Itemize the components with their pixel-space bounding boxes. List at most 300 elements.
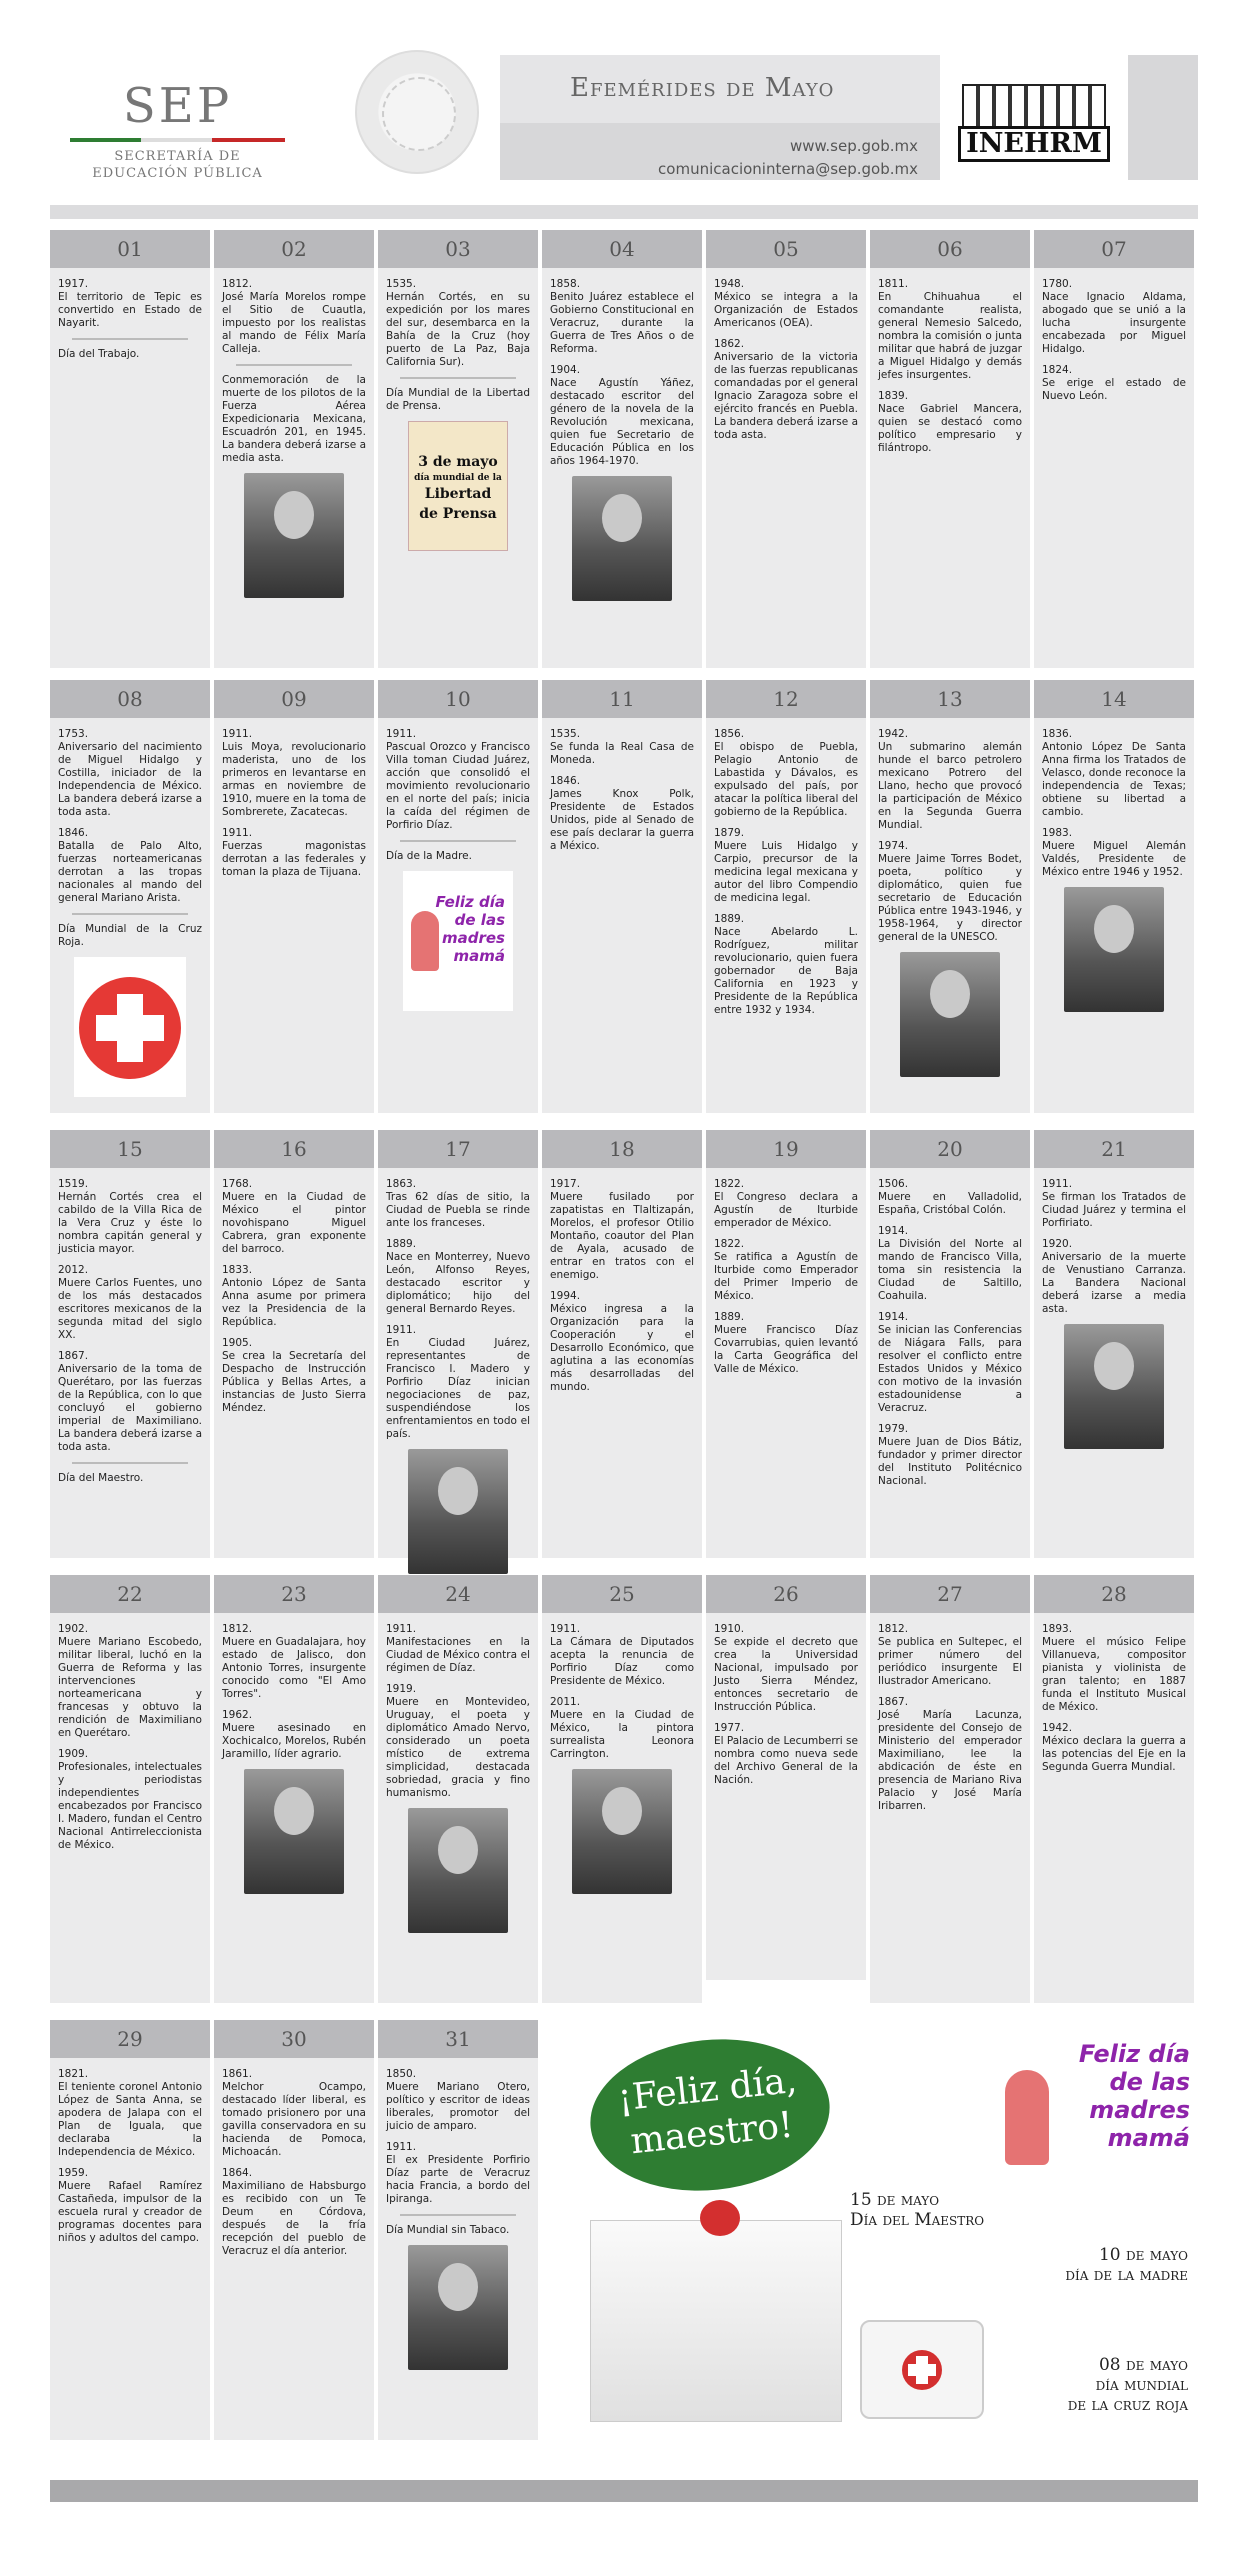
event-text: Se expide el decreto que crea la Universidad Nacional, impulsado por Justo Sierra Méndez, entonces secretario de Instrucción Pública. bbox=[714, 1636, 858, 1713]
event-year: 1994. bbox=[550, 1290, 581, 1302]
event-text: Se ratifica a Agustín de Iturbide como Emperador del Primer Imperio de México. bbox=[714, 1251, 858, 1302]
day-content bbox=[214, 268, 374, 598]
event-text: México se integra a la Organización de Estados Americanos (OEA). bbox=[714, 291, 858, 329]
event-year: 1911. bbox=[1042, 1178, 1073, 1190]
event-entry bbox=[714, 1238, 858, 1303]
madre-date: 10 de mayo bbox=[1098, 2245, 1188, 2265]
observance-text: Día de la Madre. bbox=[386, 850, 472, 862]
observance-text: Día Mundial de la Libertad de Prensa. bbox=[386, 387, 530, 412]
event-entry bbox=[714, 278, 858, 330]
portrait-photo bbox=[408, 1449, 508, 1574]
day-content bbox=[542, 1168, 702, 1394]
day-number: 29 bbox=[50, 2020, 210, 2058]
mama-line: mamá bbox=[453, 947, 505, 965]
event-entry bbox=[550, 728, 694, 767]
event-year: 1911. bbox=[386, 728, 417, 740]
day-number: 04 bbox=[542, 230, 702, 268]
event-text: El territorio de Tepic es convertido en Estado de Nayarit. bbox=[58, 291, 202, 329]
day-number: 18 bbox=[542, 1130, 702, 1168]
event-entry bbox=[58, 1264, 202, 1342]
event-year: 1535. bbox=[386, 278, 417, 290]
header bbox=[0, 0, 1241, 200]
event-year: 1983. bbox=[1042, 827, 1073, 839]
event-year: 1902. bbox=[58, 1623, 89, 1635]
maestro-label: Día del Maestro bbox=[850, 2210, 985, 2230]
day-cell-13 bbox=[870, 680, 1030, 1113]
event-entry bbox=[714, 728, 858, 819]
event-entry bbox=[1042, 364, 1186, 403]
day-number: 07 bbox=[1034, 230, 1194, 268]
event-entry bbox=[58, 278, 202, 330]
observance-text: Conmemoración de la muerte de los pilotos de la Fuerza Aérea Expedicionaria Mexicana, Escuadrón 201, en 1945. La bandera deberá izarse a media asta. bbox=[222, 374, 366, 464]
event-year: 1824. bbox=[1042, 364, 1073, 376]
event-entry bbox=[58, 1748, 202, 1852]
event-entry bbox=[714, 913, 858, 1017]
event-text: Se firman los Tratados de Ciudad Juárez y termina el Porfiriato. bbox=[1042, 1191, 1186, 1229]
day-number: 15 bbox=[50, 1130, 210, 1168]
event-year: 1914. bbox=[878, 1225, 909, 1237]
day-number: 28 bbox=[1034, 1575, 1194, 1613]
event-text: Nace Agustín Yáñez, destacado escritor del género de la novela de la Revolución mexicana, quien fue Secretario de Educación Pública en los años 1964-1970. bbox=[550, 377, 694, 467]
divider-line bbox=[400, 840, 516, 842]
day-cell-30 bbox=[214, 2020, 374, 2440]
day-content bbox=[378, 718, 538, 1011]
event-entry bbox=[222, 2068, 366, 2159]
page-title: Efemérides de Mayo bbox=[570, 73, 835, 103]
event-entry bbox=[58, 1623, 202, 1740]
event-entry bbox=[58, 827, 202, 905]
event-entry bbox=[878, 1311, 1022, 1415]
event-year: 1889. bbox=[386, 1238, 417, 1250]
event-entry bbox=[550, 278, 694, 356]
event-entry bbox=[550, 364, 694, 468]
event-year: 1506. bbox=[878, 1178, 909, 1190]
poster-line: día mundial de la bbox=[414, 473, 502, 483]
day-cell-22 bbox=[50, 1575, 210, 2003]
cruz-date: 08 de mayo bbox=[1098, 2355, 1188, 2375]
event-entry bbox=[386, 1178, 530, 1230]
day-content bbox=[542, 1613, 702, 1894]
observance-text: Día del Trabajo. bbox=[58, 348, 140, 360]
event-year: 1910. bbox=[714, 1623, 745, 1635]
event-text: Muere el músico Felipe Villanueva, compositor pianista y violinista de gran talento; en 1887 funda el Instituto Musical de México. bbox=[1042, 1636, 1186, 1713]
day-cell-03 bbox=[378, 230, 538, 668]
national-seal-icon bbox=[355, 50, 479, 174]
title-band bbox=[500, 55, 940, 180]
day-content bbox=[214, 1168, 374, 1415]
event-entry bbox=[1042, 827, 1186, 879]
day-number: 02 bbox=[214, 230, 374, 268]
event-entry bbox=[878, 278, 1022, 382]
portrait-photo bbox=[900, 952, 1000, 1077]
event-year: 1919. bbox=[386, 1683, 417, 1695]
event-year: 1856. bbox=[714, 728, 745, 740]
day-cell-14 bbox=[1034, 680, 1194, 1113]
event-text: En Chihuahua el comandante realista, general Nemesio Salcedo, nombra la comisión o junta militar que habrá de juzgar a Miguel Hidalgo y demás jefes insurgentes. bbox=[878, 291, 1022, 381]
event-text: Nace Abelardo L. Rodríguez, militar revolucionario, quien fuera gobernador de Baja California en 1923 y Presidente de la República entre 1932 y 1934. bbox=[714, 926, 858, 1016]
day-content bbox=[706, 1613, 866, 1787]
event-year: 1780. bbox=[1042, 278, 1073, 290]
event-year: 1911. bbox=[386, 2141, 417, 2153]
observance-text: Día Mundial sin Tabaco. bbox=[386, 2224, 510, 2236]
event-entry bbox=[222, 2167, 366, 2258]
event-year: 1911. bbox=[386, 1623, 417, 1635]
day-cell-26 bbox=[706, 1575, 866, 1980]
header-accent bbox=[1128, 55, 1198, 180]
mama-line-4: mamá bbox=[1107, 2124, 1190, 2152]
day-content bbox=[706, 1168, 866, 1376]
email-link[interactable]: comunicacioninterna@sep.gob.mx bbox=[658, 160, 918, 178]
day-content bbox=[378, 1613, 538, 1933]
day-number: 05 bbox=[706, 230, 866, 268]
event-year: 1911. bbox=[550, 1623, 581, 1635]
event-entry bbox=[1042, 278, 1186, 356]
day-cell-31 bbox=[378, 2020, 538, 2440]
event-entry bbox=[878, 1623, 1022, 1688]
day-content bbox=[870, 718, 1030, 1077]
day-number: 17 bbox=[378, 1130, 538, 1168]
day-content bbox=[542, 268, 702, 601]
day-number: 08 bbox=[50, 680, 210, 718]
day-content bbox=[214, 1613, 374, 1894]
day-number: 01 bbox=[50, 230, 210, 268]
event-entry bbox=[222, 1264, 366, 1329]
event-text: Aniversario de la muerte de Venustiano Carranza. La Bandera Nacional deberá izarse a media asta. bbox=[1042, 1251, 1186, 1315]
divider-line bbox=[72, 1462, 188, 1464]
day-number: 16 bbox=[214, 1130, 374, 1168]
day-cell-04 bbox=[542, 230, 702, 668]
event-entry bbox=[386, 1324, 530, 1441]
day-cell-11 bbox=[542, 680, 702, 1113]
event-text: Hernán Cortés, en su expedición por los mares del sur, desembarca en la Bahía de la Cruz (hoy puerto de La Paz, Baja California Sur). bbox=[386, 291, 530, 368]
sep-subtitle-2: EDUCACIÓN PÚBLICA bbox=[92, 166, 263, 181]
day-content bbox=[870, 268, 1030, 455]
event-text: Antonio López de Santa Anna asume por primera vez la Presidencia de la República. bbox=[222, 1277, 366, 1328]
event-year: 1846. bbox=[58, 827, 89, 839]
event-year: 1914. bbox=[878, 1311, 909, 1323]
inehrm-logo bbox=[958, 84, 1110, 164]
observance-text: Día del Maestro. bbox=[58, 1472, 144, 1484]
event-text: Pascual Orozco y Francisco Villa toman Ciudad Juárez, acción que consolidó el movimiento revolucionario en el norte del país; inicia la caída del régimen de Porfirio Díaz. bbox=[386, 741, 530, 831]
event-year: 1893. bbox=[1042, 1623, 1073, 1635]
day-number: 03 bbox=[378, 230, 538, 268]
event-entry bbox=[386, 1238, 530, 1316]
day-content bbox=[378, 2058, 538, 2370]
mama-line-1: Feliz día bbox=[1078, 2040, 1190, 2068]
event-entry bbox=[222, 1178, 366, 1256]
event-year: 1959. bbox=[58, 2167, 89, 2179]
day-content bbox=[1034, 1168, 1194, 1449]
event-text: Antonio López De Santa Anna firma los Tratados de Velasco, donde reconoce la independencia de Texas; obtiene su libertad a cambio. bbox=[1042, 741, 1186, 818]
event-text: Muere Jaime Torres Bodet, poeta, político y diplomático, quien fue secretario de Educación Pública entre 1943-1946, y 1958-1964, y director general de la UNESCO. bbox=[878, 853, 1022, 943]
day-content bbox=[870, 1168, 1030, 1488]
day-number: 14 bbox=[1034, 680, 1194, 718]
mama-line-2: de las bbox=[1109, 2068, 1190, 2096]
event-year: 1812. bbox=[222, 1623, 253, 1635]
maestro-date: 15 de mayo bbox=[850, 2190, 940, 2210]
day-number: 25 bbox=[542, 1575, 702, 1613]
event-year: 1811. bbox=[878, 278, 909, 290]
day-number: 27 bbox=[870, 1575, 1030, 1613]
event-text: En Ciudad Juárez, representantes de Francisco I. Madero y Porfirio Díaz inician negociaciones de paz, suspendiéndose los enfrentamientos en todo el país. bbox=[386, 1337, 530, 1440]
event-year: 1821. bbox=[58, 2068, 89, 2080]
observance-text: Día Mundial de la Cruz Roja. bbox=[58, 923, 202, 948]
event-entry bbox=[1042, 1623, 1186, 1714]
event-year: 1836. bbox=[1042, 728, 1073, 740]
event-entry bbox=[714, 1722, 858, 1787]
day-number: 26 bbox=[706, 1575, 866, 1613]
day-cell-01 bbox=[50, 230, 210, 668]
event-text: Maximiliano de Habsburgo es recibido con un Te Deum en Córdova, después de la fría recepción del pueblo de Veracruz el día anterior. bbox=[222, 2180, 366, 2257]
inehrm-label: INEHRM bbox=[958, 126, 1110, 162]
event-year: 1920. bbox=[1042, 1238, 1073, 1250]
day-cell-15 bbox=[50, 1130, 210, 1558]
event-entry bbox=[550, 1623, 694, 1688]
event-year: 1911. bbox=[222, 827, 253, 839]
event-entry bbox=[1042, 1238, 1186, 1316]
sep-logo bbox=[60, 80, 295, 182]
day-content bbox=[1034, 1613, 1194, 1774]
day-cell-02 bbox=[214, 230, 374, 668]
cruz-label-2: de la cruz roja bbox=[1067, 2395, 1188, 2415]
day-number: 22 bbox=[50, 1575, 210, 1613]
event-text: México ingresa a la Organización para la Cooperación y el Desarrollo Económico, que aglutina a las economías más desarrolladas del mundo. bbox=[550, 1303, 694, 1393]
event-entry bbox=[386, 1683, 530, 1800]
day-content bbox=[706, 268, 866, 442]
day-cell-16 bbox=[214, 1130, 374, 1558]
day-content bbox=[378, 268, 538, 551]
divider-line bbox=[72, 338, 188, 340]
day-number: 10 bbox=[378, 680, 538, 718]
event-year: 1909. bbox=[58, 1748, 89, 1760]
event-text: Benito Juárez establece el Gobierno Constitucional en Veracruz, durante la Guerra de Tres Años o de Reforma. bbox=[550, 291, 694, 355]
event-text: Muere asesinado en Xochicalco, Morelos, Rubén Jaramillo, líder agrario. bbox=[222, 1722, 366, 1760]
event-text: Hernán Cortés crea el cabildo de la Villa Rica de la Vera Cruz y éste lo nombra capitán general y justicia mayor. bbox=[58, 1191, 202, 1255]
day-content bbox=[50, 2058, 210, 2245]
header-divider bbox=[50, 205, 1198, 219]
day-number: 12 bbox=[706, 680, 866, 718]
event-year: 1867. bbox=[58, 1350, 89, 1362]
event-text: La División del Norte al mando de Francisco Villa, toma sin resistencia la Ciudad de Saltillo, Coahuila. bbox=[878, 1238, 1022, 1302]
event-text: Nace Ignacio Aldama, abogado que se unió a la lucha insurgente encabezada por Miguel Hidalgo. bbox=[1042, 291, 1186, 355]
day-content bbox=[50, 268, 210, 361]
day-number: 23 bbox=[214, 1575, 374, 1613]
maestro-caption bbox=[850, 2190, 984, 2230]
event-entry bbox=[878, 1696, 1022, 1813]
event-text: Muere Mariano Otero, político y escritor de ideas liberales, promotor del juicio de amparo. bbox=[386, 2081, 530, 2132]
day-cell-24 bbox=[378, 1575, 538, 2003]
sep-subtitle-1: SECRETARÍA DE bbox=[114, 149, 241, 164]
event-year: 1904. bbox=[550, 364, 581, 376]
event-text: Luis Moya, revolucionario maderista, uno de los primeros en levantarse en armas en noviembre de 1910, muere en la toma de Sombrerete, Zacatecas. bbox=[222, 741, 366, 818]
mama-line: de las bbox=[454, 911, 505, 929]
event-entry bbox=[878, 840, 1022, 944]
day-content bbox=[214, 718, 374, 879]
event-entry bbox=[386, 278, 530, 369]
event-entry bbox=[550, 1290, 694, 1394]
event-year: 1858. bbox=[550, 278, 581, 290]
bubble-line-2: maestro! bbox=[628, 2104, 796, 2163]
day-cell-20 bbox=[870, 1130, 1030, 1558]
event-text: Muere Francisco Díaz Covarrubias, quien levantó la Carta Geográfica del Valle de México. bbox=[714, 1324, 858, 1375]
divider-line bbox=[72, 913, 188, 915]
event-year: 1977. bbox=[714, 1722, 745, 1734]
madre-label: día de la madre bbox=[1065, 2265, 1188, 2285]
day-content bbox=[50, 718, 210, 1097]
event-entry bbox=[714, 1311, 858, 1376]
website-link[interactable]: www.sep.gob.mx bbox=[789, 137, 918, 155]
day-number: 19 bbox=[706, 1130, 866, 1168]
event-entry bbox=[58, 1178, 202, 1256]
day-cell-07 bbox=[1034, 230, 1194, 668]
portrait-photo bbox=[408, 1808, 508, 1933]
promo-panel bbox=[560, 2020, 1198, 2460]
event-year: 1519. bbox=[58, 1178, 89, 1190]
event-entry bbox=[222, 728, 366, 819]
mama-line: Feliz día bbox=[435, 893, 505, 911]
event-text: Aniversario del nacimiento de Miguel Hidalgo y Costilla, iniciador de la Independencia de México. La bandera deberá izarse a toda asta. bbox=[58, 741, 202, 818]
event-text: El obispo de Puebla, Pelagio Antonio de Labastida y Dávalos, es expulsado del país, por atacar la política liberal del gobierno de la República. bbox=[714, 741, 858, 818]
day-cell-28 bbox=[1034, 1575, 1194, 2003]
event-year: 1753. bbox=[58, 728, 89, 740]
day-number: 20 bbox=[870, 1130, 1030, 1168]
event-entry bbox=[878, 390, 1022, 455]
event-entry bbox=[386, 2141, 530, 2206]
day-content bbox=[542, 718, 702, 853]
day-cell-29 bbox=[50, 2020, 210, 2440]
day-cell-09 bbox=[214, 680, 374, 1113]
event-year: 1979. bbox=[878, 1423, 909, 1435]
event-entry bbox=[714, 1178, 858, 1230]
event-entry bbox=[222, 1337, 366, 1415]
event-year: 1768. bbox=[222, 1178, 253, 1190]
event-year: 1905. bbox=[222, 1337, 253, 1349]
event-year: 1822. bbox=[714, 1178, 745, 1190]
event-text: Fuerzas magonistas derrotan a las federales y toman la plaza de Tijuana. bbox=[222, 840, 366, 878]
event-text: El ex Presidente Porfirio Díaz parte de Veracruz hacia Francia, a bordo del Ipiranga. bbox=[386, 2154, 530, 2205]
event-year: 1863. bbox=[386, 1178, 417, 1190]
cruz-label-1: día mundial bbox=[1095, 2375, 1188, 2395]
event-year: 1812. bbox=[878, 1623, 909, 1635]
event-entry bbox=[878, 1423, 1022, 1488]
contact-info bbox=[658, 135, 918, 181]
event-entry bbox=[550, 1178, 694, 1282]
poster-line: Libertad bbox=[424, 486, 492, 502]
event-text: Nace en Monterrey, Nuevo León, Alfonso Reyes, destacado escritor y diplomático; hijo del general Bernardo Reyes. bbox=[386, 1251, 530, 1315]
day-cell-25 bbox=[542, 1575, 702, 2003]
event-entry bbox=[386, 1623, 530, 1675]
event-entry bbox=[58, 2167, 202, 2245]
event-text: Se publica en Sultepec, el primer número del periódico insurgente El Ilustrador Americano. bbox=[878, 1636, 1022, 1687]
event-text: Muere Luis Hidalgo y Carpio, precursor de la medicina legal mexicana y autor del libro Compendio de medicina legal. bbox=[714, 840, 858, 904]
event-text: Muere Juan de Dios Bátiz, fundador y primer director del Instituto Politécnico Nacional. bbox=[878, 1436, 1022, 1487]
event-text: Muere Mariano Escobedo, militar liberal, luchó en la Guerra de Reforma y las intervenciones norteamericana y francesas y obtuvo la rendición de Maximiliano en Querétaro. bbox=[58, 1636, 202, 1739]
book-icon bbox=[590, 2220, 842, 2422]
event-text: El Congreso declara a Agustín de Iturbide emperador de México. bbox=[714, 1191, 858, 1229]
event-year: 1879. bbox=[714, 827, 745, 839]
event-entry bbox=[714, 827, 858, 905]
day-cell-23 bbox=[214, 1575, 374, 2003]
day-content bbox=[706, 718, 866, 1017]
event-entry bbox=[1042, 728, 1186, 819]
sep-wordmark: SEP bbox=[122, 78, 233, 134]
cruz-caption bbox=[1068, 2355, 1188, 2415]
event-text: El Palacio de Lecumberri se nombra como nueva sede del Archivo General de la Nación. bbox=[714, 1735, 858, 1786]
day-number: 21 bbox=[1034, 1130, 1194, 1168]
day-cell-12 bbox=[706, 680, 866, 1113]
event-year: 1942. bbox=[1042, 1722, 1073, 1734]
day-number: 11 bbox=[542, 680, 702, 718]
day-number: 13 bbox=[870, 680, 1030, 718]
event-year: 1862. bbox=[714, 338, 745, 350]
event-year: 1833. bbox=[222, 1264, 253, 1276]
event-text: Muere en Montevideo, Uruguay, el poeta y diplomático Amado Nervo, considerado un poeta místico de extrema simplicidad, destacada sobriedad, gracia y fino humanismo. bbox=[386, 1696, 530, 1799]
event-text: Se crea la Secretaría del Despacho de Instrucción Pública y Bellas Artes, a instancias de Justo Sierra Méndez. bbox=[222, 1350, 366, 1414]
libertad-prensa-poster bbox=[408, 421, 508, 551]
event-year: 1839. bbox=[878, 390, 909, 402]
mama-card-small bbox=[403, 871, 513, 1011]
poster-line: 3 de mayo bbox=[418, 454, 498, 470]
girl-icon bbox=[411, 911, 439, 971]
sep-flag-bar bbox=[70, 138, 285, 142]
event-text: Aniversario de la victoria de las fuerzas republicanas comandadas por el general Ignacio Zaragoza sobre el ejército francés en Puebla. La bandera deberá izarse a toda asta. bbox=[714, 351, 858, 441]
event-year: 1962. bbox=[222, 1709, 253, 1721]
event-entry bbox=[714, 338, 858, 442]
red-cross-icon bbox=[74, 957, 186, 1097]
event-year: 1846. bbox=[550, 775, 581, 787]
event-entry bbox=[58, 728, 202, 819]
event-text: Tras 62 días de sitio, la Ciudad de Puebla se rinde ante los franceses. bbox=[386, 1191, 530, 1229]
feliz-dia-maestro-bubble bbox=[583, 2028, 837, 2202]
event-entry bbox=[550, 775, 694, 853]
event-text: La Cámara de Diputados acepta la renuncia de Porfirio Díaz como Presidente de México. bbox=[550, 1636, 694, 1687]
event-entry bbox=[386, 2068, 530, 2133]
portrait-photo bbox=[1064, 1324, 1164, 1449]
day-cell-06 bbox=[870, 230, 1030, 668]
day-content bbox=[1034, 268, 1194, 403]
bubble-line-1: ¡Feliz día, bbox=[615, 2059, 799, 2120]
event-year: 1861. bbox=[222, 2068, 253, 2080]
event-year: 1864. bbox=[222, 2167, 253, 2179]
day-cell-17 bbox=[378, 1130, 538, 1558]
mama-line-3: madres bbox=[1089, 2096, 1190, 2124]
event-year: 1867. bbox=[878, 1696, 909, 1708]
portrait-photo bbox=[1064, 887, 1164, 1012]
event-year: 1942. bbox=[878, 728, 909, 740]
event-year: 2012. bbox=[58, 1264, 89, 1276]
event-text: James Knox Polk, Presidente de Estados Unidos, pide al Senado de ese país declarar la guerra a México. bbox=[550, 788, 694, 852]
event-entry bbox=[878, 1225, 1022, 1303]
divider-line bbox=[400, 377, 516, 379]
event-year: 1822. bbox=[714, 1238, 745, 1250]
day-cell-21 bbox=[1034, 1130, 1194, 1558]
event-entry bbox=[58, 1350, 202, 1454]
day-number: 30 bbox=[214, 2020, 374, 2058]
event-entry bbox=[1042, 1722, 1186, 1774]
event-entry bbox=[714, 1623, 858, 1714]
event-text: Muere en la Ciudad de México, la pintora surrealista Leonora Carrington. bbox=[550, 1709, 694, 1760]
event-text: Muere Carlos Fuentes, uno de los más destacados escritores mexicanos de la segunda mitad del siglo XX. bbox=[58, 1277, 202, 1341]
event-text: Melchor Ocampo, destacado líder liberal, es tomado prisionero por una gavilla conservadora en su hacienda de Pomoca, Michoacán. bbox=[222, 2081, 366, 2158]
event-text: Muere en la Ciudad de México el pintor novohispano Miguel Cabrera, gran exponente del barroco. bbox=[222, 1191, 366, 1255]
event-entry bbox=[1042, 1178, 1186, 1230]
event-text: Muere Rafael Ramírez Castañeda, impulsor de la escuela rural y creador de programas docentes para niños y adultos del campo. bbox=[58, 2180, 202, 2244]
day-content bbox=[50, 1168, 210, 1485]
day-content bbox=[50, 1613, 210, 1852]
day-cell-27 bbox=[870, 1575, 1030, 2003]
event-entry bbox=[222, 1623, 366, 1701]
first-aid-kit-icon bbox=[860, 2320, 984, 2419]
